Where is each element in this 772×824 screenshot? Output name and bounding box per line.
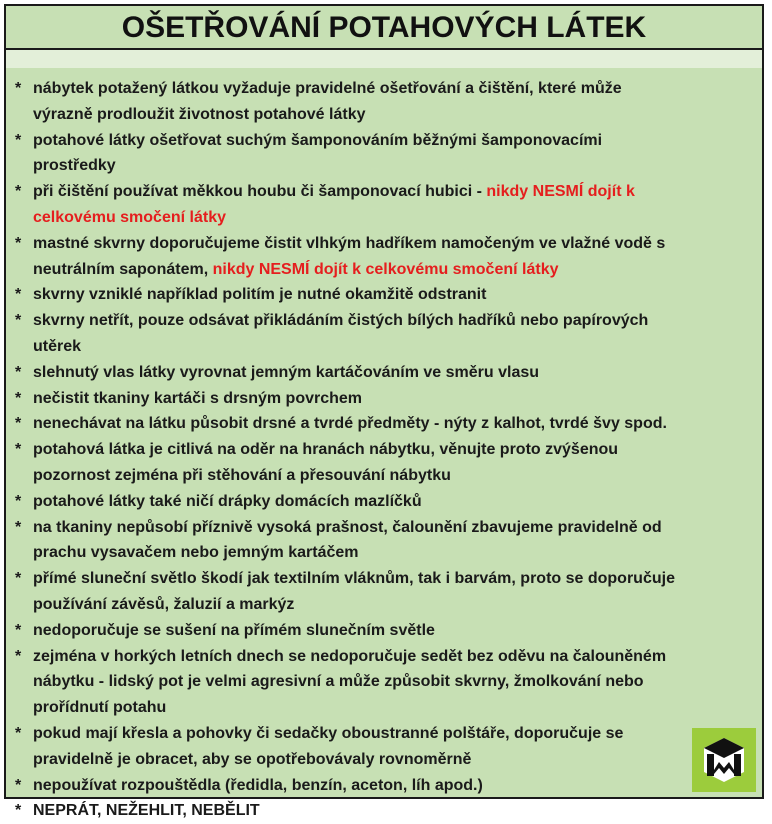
list-item-text: skvrny netřít, pouze odsávat přikládáním čistých bílých hadříků nebo papírových utěrek: [33, 312, 649, 355]
list-item: [6, 128, 762, 180]
care-instructions-list: [6, 76, 762, 824]
list-item-text: potahové látky ošetřovat suchým šamponováním běžnými šamponovacími prostředky: [33, 131, 603, 175]
header-divider-band: [6, 50, 762, 68]
bullet-marker: *: [15, 363, 22, 381]
list-item: [6, 282, 762, 308]
list-item: [6, 798, 762, 824]
list-item-text: nenechávat na látku působit drsné a tvrdé předměty - nýty z kalhot, tvrdé švy spod.: [33, 415, 667, 433]
warning-text: nikdy NESMÍ dojít k celkovému smočení látky: [33, 183, 635, 226]
list-item: [6, 773, 762, 799]
list-item: [6, 360, 762, 386]
care-instructions-panel: [4, 4, 764, 820]
bullet-marker: *: [15, 131, 22, 149]
bullet-marker: *: [15, 234, 22, 252]
list-item-text: mastné skvrny doporučujeme čistit vlhkým hadříkem namočeným ve vlažné vodě s neutrálním saponátem,: [33, 234, 666, 278]
bullet-marker: *: [15, 647, 22, 665]
list-item: [6, 489, 762, 515]
list-item-text: při čištění používat měkkou houbu či šamponovací hubici -: [33, 183, 487, 201]
list-item: [6, 618, 762, 644]
bullet-marker: *: [15, 441, 22, 459]
warning-text: nikdy NESMÍ dojít k celkovému smočení látky: [212, 260, 559, 278]
bullet-marker: *: [15, 415, 22, 433]
list-item-text: potahová látka je citlivá na oděr na hranách nábytku, věnujte proto zvýšenou pozornost zejména při stěhování a přesouvání nábytku: [33, 441, 619, 484]
list-item-text: skvrny vzniklé například politím je nutné okamžitě odstranit: [33, 286, 487, 304]
list-item: [6, 308, 762, 360]
list-item-text: slehnutý vlas látky vyrovnat jemným kartáčováním ve směru vlasu: [33, 363, 540, 381]
bullet-marker: *: [15, 570, 22, 588]
list-item-text: přímé sluneční světlo škodí jak textilním vláknům, tak i barvám, proto se doporučuje používání závěsů, žaluzií a markýz: [33, 570, 675, 613]
title-bar: [6, 6, 762, 50]
bullet-marker: *: [15, 802, 22, 820]
list-item: [6, 179, 762, 231]
list-item: [6, 386, 762, 412]
bullet-marker: *: [15, 183, 22, 201]
list-item-text: na tkaniny nepůsobí příznivě vysoká prašnost, čalounění zbavujeme pravidelně od prachu vysavačem nebo jemným kartáčem: [33, 518, 662, 562]
cube-logo-icon: [692, 728, 756, 792]
bullet-marker: *: [15, 724, 22, 742]
list-item-text: NEPRÁT, NEŽEHLIT, NEBĚLIT: [33, 802, 260, 820]
bullet-marker: *: [15, 492, 22, 510]
list-item: [6, 515, 762, 567]
list-item: [6, 644, 762, 721]
list-item: [6, 76, 762, 128]
list-item: [6, 566, 762, 618]
bullet-marker: *: [15, 312, 22, 330]
bullet-marker: *: [15, 518, 22, 536]
list-item-text: nábytek potažený látkou vyžaduje pravidelné ošetřování a čištění, které může výrazně prodloužit životnost potahové látky: [33, 80, 622, 123]
list-item: [6, 411, 762, 437]
brand-logo: [692, 728, 756, 792]
list-item-text: zejména v horkých letních dnech se nedoporučuje sedět bez oděvu na čalouněném nábytku - lidský pot je velmi agresivní a může způsobit skvrny, žmolkování nebo prořídnutí potahu: [33, 647, 667, 717]
list-item: [6, 721, 762, 773]
list-item-text: nečistit tkaniny kartáči s drsným povrchem: [33, 389, 363, 407]
list-item: [6, 437, 762, 489]
bullet-marker: *: [15, 776, 22, 794]
list-item: [6, 231, 762, 283]
bullet-marker: *: [15, 286, 22, 304]
bullet-marker: *: [15, 389, 22, 407]
list-item-text: nedoporučuje se sušení na přímém slunečním světle: [33, 621, 435, 639]
bullet-marker: *: [15, 621, 22, 639]
page-title: OŠETŘOVÁNÍ POTAHOVÝCH LÁTEK: [121, 11, 647, 44]
list-item-text: pokud mají křesla a pohovky či sedačky oboustranné polštáře, doporučuje se pravidelně je obracet, aby se opotřebovávaly rovnoměrně: [33, 724, 624, 768]
list-item-text: potahové látky také ničí drápky domácích mazlíčků: [33, 492, 422, 510]
bullet-marker: *: [15, 80, 22, 97]
list-item-text: nepoužívat rozpouštědla (ředidla, benzín, aceton, líh apod.): [33, 776, 483, 794]
